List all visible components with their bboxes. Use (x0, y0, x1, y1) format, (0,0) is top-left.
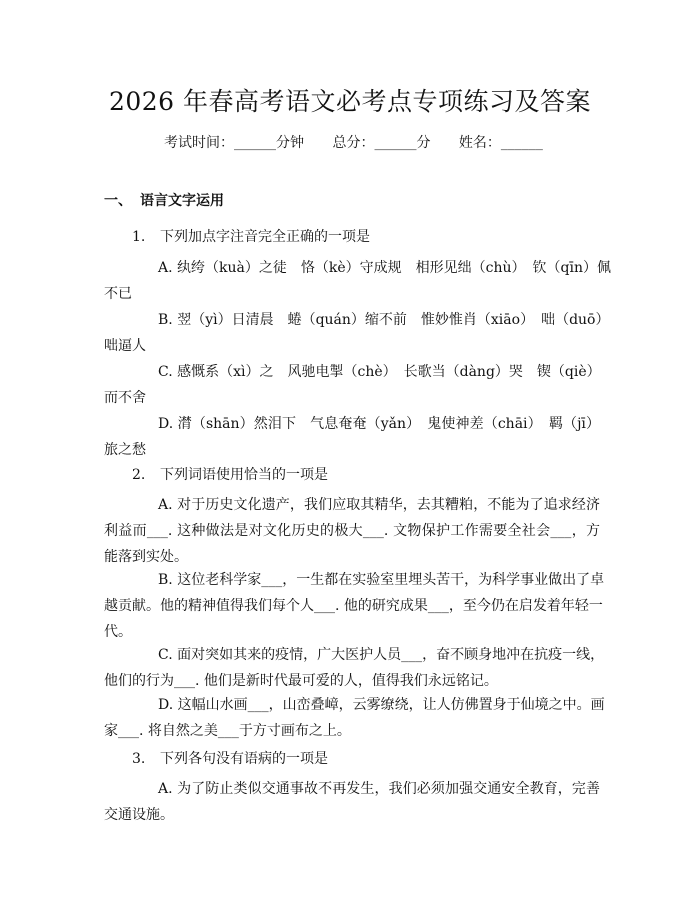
question-1-option-a (104, 255, 611, 307)
option-line: 家___. 将自然之美___于方寸画布之上。 (104, 723, 351, 739)
question-2-stem (132, 464, 328, 484)
option-line: 能落到实处。 (104, 549, 188, 565)
option-line: A. 对于历史文化遗产，我们应取其精华，去其糟粕，不能为了追求经济 (158, 497, 600, 513)
section-number: 一、 (104, 193, 132, 209)
section-heading (104, 190, 224, 210)
question-number: 3. (132, 751, 146, 767)
exam-time-field: 考试时间：______分钟 (164, 135, 304, 151)
question-2-option-c (104, 642, 605, 694)
question-1-option-c (104, 359, 600, 411)
option-line: 交通设施。 (104, 807, 174, 823)
question-2-option-a (104, 492, 600, 570)
question-1-option-d (104, 411, 600, 463)
option-line: C. 面对突如其来的疫情，广大医护人员___，奋不顾身地冲在抗疫一线， (158, 647, 605, 663)
page-title: 2026 年春高考语文必考点专项练习及答案 (108, 87, 592, 116)
option-line: 旅之愁 (104, 442, 146, 458)
exam-meta (164, 132, 543, 152)
option-line: 而不舍 (104, 390, 146, 406)
total-score-field: 总分：______分 (332, 135, 431, 151)
option-line: D. 潸（shān）然泪下 气息奄奄（yǎn） 鬼使神差（chāi） 羁（jī） (158, 416, 600, 432)
option-line: 利益而___. 这种做法是对文化历史的极大___. 文物保护工作需要全社会___，方 (104, 523, 600, 539)
question-number: 2. (132, 467, 146, 483)
question-2-option-d (104, 692, 605, 744)
option-line: 他们的行为___. 他们是新时代最可爱的人，值得我们永远铭记。 (104, 673, 498, 689)
option-line: B. 这位老科学家___，一生都在实验室里埋头苦干，为科学事业做出了卓 (158, 572, 605, 588)
option-line: 代。 (104, 624, 132, 640)
question-1-stem (132, 226, 370, 246)
question-1-option-b (104, 307, 610, 359)
question-3-option-a (104, 776, 600, 828)
question-3-stem (132, 748, 328, 768)
option-line: 越贡献。他的精神值得我们每个人___. 他的研究成果___，至今仍在启发着年轻一 (104, 598, 603, 614)
option-line: A. 为了防止类似交通事故不再发生，我们必须加强交通安全教育，完善 (158, 781, 600, 797)
option-line: C. 感慨系（xì）之 风驰电掣（chè） 长歌当（dàng）哭 锲（qiè） (158, 364, 601, 380)
question-text: 下列各句没有语病的一项是 (160, 751, 328, 767)
question-text: 下列加点字注音完全正确的一项是 (160, 229, 370, 245)
question-number: 1. (132, 229, 146, 245)
question-text: 下列词语使用恰当的一项是 (160, 467, 328, 483)
student-name-field: 姓名：______ (458, 135, 543, 151)
option-line: 不已 (104, 286, 132, 302)
question-2-option-b (104, 567, 605, 645)
option-line: B. 翌（yì）日清晨 蜷（quán）缩不前 惟妙惟肖（xiāo） 咄（duō） (158, 312, 610, 328)
option-line: D. 这幅山水画___，山峦叠嶂，云雾缭绕，让人仿佛置身于仙境之中。画 (158, 697, 605, 713)
option-line: A. 纨绔（kuà）之徒 恪（kè）守成规 相形见绌（chù） 钦（qīn）佩 (158, 260, 611, 276)
option-line: 咄逼人 (104, 338, 146, 354)
section-label: 语言文字运用 (140, 193, 224, 209)
